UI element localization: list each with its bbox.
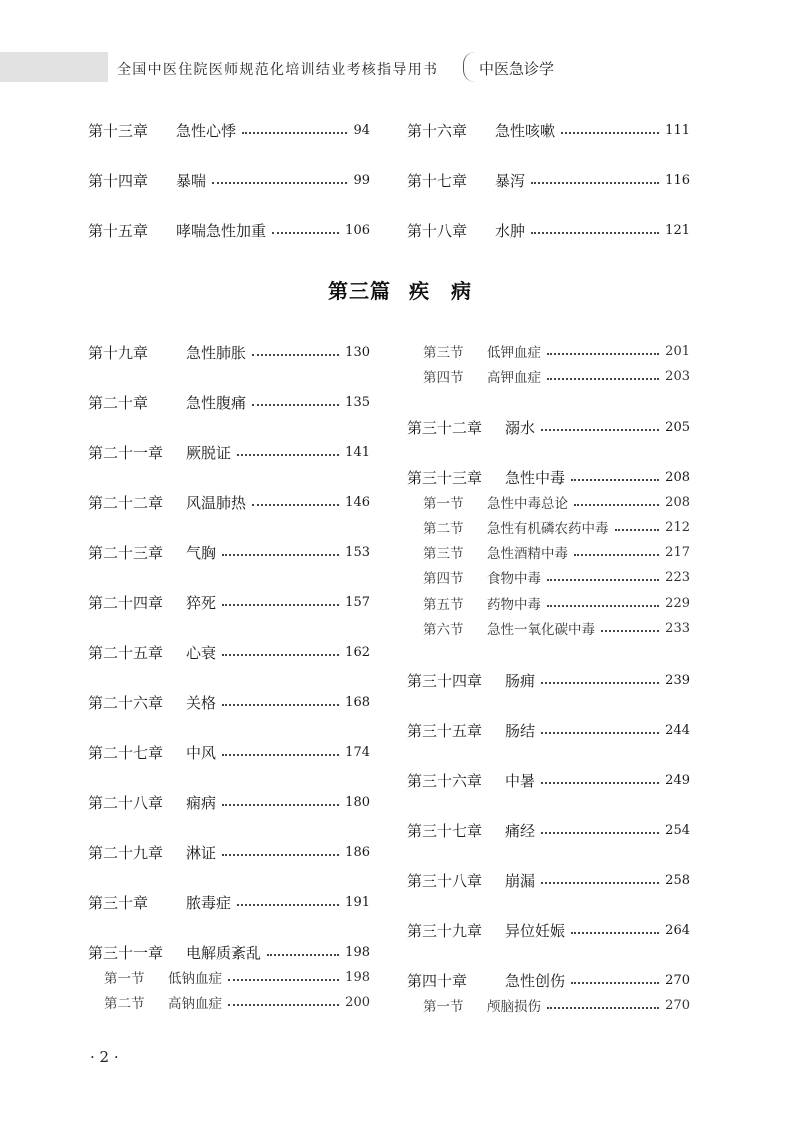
chapter-title: 风温肺热 [186, 493, 247, 512]
page-ref: 270 [665, 972, 690, 988]
dot-leader [547, 353, 659, 355]
dot-leader [228, 979, 339, 981]
page-ref: 135 [345, 394, 370, 410]
toc-entry[interactable] [88, 592, 370, 612]
section-name: 疾 病 [409, 279, 472, 303]
header-book-title: 全国中医住院医师规范化培训结业考核指导用书 [117, 62, 439, 78]
chapter-number: 第二十四章 [88, 593, 164, 612]
page-ref: 254 [665, 822, 690, 838]
toc-entry[interactable] [423, 618, 690, 638]
page-ref: 270 [665, 997, 690, 1013]
dot-leader [574, 554, 659, 556]
section-number: 第一节 [104, 971, 145, 987]
dot-leader [561, 132, 659, 134]
chapter-title: 心衰 [186, 643, 217, 662]
toc-entry[interactable] [423, 995, 690, 1015]
toc-entry[interactable] [104, 967, 370, 987]
toc-entry[interactable] [88, 342, 370, 362]
header-subject: 中医急诊学 [479, 60, 555, 78]
chapter-number: 第三十六章 [407, 771, 483, 790]
section-number: 第二节 [423, 521, 464, 537]
chapter-title: 急性咳嗽 [495, 121, 556, 140]
toc-entry[interactable] [407, 920, 690, 940]
section-title [0, 275, 800, 304]
page-ref: 264 [665, 922, 690, 938]
chapter-title: 淋证 [186, 843, 217, 862]
toc-entry[interactable] [88, 742, 370, 762]
chapter-number: 第二十六章 [88, 693, 164, 712]
dot-leader [541, 782, 659, 784]
dot-leader [237, 454, 339, 456]
page-ref: 205 [665, 419, 690, 435]
section-title: 食物中毒 [487, 571, 541, 587]
page-ref: 198 [345, 944, 370, 960]
dot-leader [222, 654, 339, 656]
toc-entry[interactable] [88, 642, 370, 662]
toc-entry[interactable] [407, 170, 690, 190]
page-ref: 229 [665, 595, 690, 611]
section-number: 第一节 [423, 999, 464, 1015]
chapter-number: 第二十八章 [88, 793, 164, 812]
dot-leader [531, 182, 659, 184]
chapter-number: 第三十二章 [407, 418, 483, 437]
dot-leader [242, 132, 347, 134]
toc-entry[interactable] [88, 542, 370, 562]
dot-leader [571, 982, 659, 984]
section-title: 药物中毒 [487, 597, 541, 613]
dot-leader [547, 605, 659, 607]
chapter-title: 溺水 [505, 418, 536, 437]
chapter-title: 急性创伤 [505, 971, 566, 990]
dot-leader [228, 1004, 339, 1006]
toc-entry[interactable] [407, 870, 690, 890]
chapter-title: 暴喘 [176, 171, 207, 190]
toc-entry[interactable] [88, 120, 370, 140]
page-ref: 168 [345, 694, 370, 710]
page-ref: 191 [345, 894, 370, 910]
page-ref: 258 [665, 872, 690, 888]
chapter-number: 第三十四章 [407, 671, 483, 690]
chapter-title: 痛经 [505, 821, 536, 840]
page-ref: 174 [345, 744, 370, 760]
dot-leader [237, 904, 339, 906]
section-number: 第五节 [423, 597, 464, 613]
section-title: 高钾血症 [487, 370, 541, 386]
toc-entry[interactable] [407, 670, 690, 690]
chapter-number: 第三十九章 [407, 921, 483, 940]
toc-entry[interactable] [88, 942, 370, 962]
toc-entry[interactable] [88, 392, 370, 412]
chapter-title: 猝死 [186, 593, 217, 612]
chapter-number: 第十六章 [407, 121, 468, 140]
dot-leader [212, 182, 347, 184]
page-ref: 249 [665, 772, 690, 788]
toc-entry[interactable] [407, 220, 690, 240]
section-title: 急性酒精中毒 [487, 546, 568, 562]
section-number: 第一节 [423, 496, 464, 512]
page-ref: 180 [345, 794, 370, 810]
section-part: 第三篇 [328, 279, 391, 303]
page-ref: 111 [665, 122, 690, 138]
dot-leader [541, 832, 659, 834]
header-divider [463, 52, 476, 82]
dot-leader [541, 732, 659, 734]
page-ref: 162 [345, 644, 370, 660]
toc-entry[interactable] [423, 366, 690, 386]
chapter-number: 第三十五章 [407, 721, 483, 740]
page-ref: 130 [345, 344, 370, 360]
toc-entry[interactable] [407, 467, 690, 487]
chapter-title: 急性肺胀 [186, 343, 247, 362]
dot-leader [252, 504, 339, 506]
section-number: 第四节 [423, 571, 464, 587]
dot-leader [547, 378, 659, 380]
toc-entry[interactable] [407, 120, 690, 140]
page-ref: 146 [345, 494, 370, 510]
page-ref: 217 [665, 544, 690, 560]
chapter-number: 第三十七章 [407, 821, 483, 840]
chapter-title: 暴泻 [495, 171, 526, 190]
chapter-number: 第十五章 [88, 221, 149, 240]
chapter-number: 第十三章 [88, 121, 149, 140]
toc-entry[interactable] [407, 820, 690, 840]
chapter-title: 痫病 [186, 793, 217, 812]
chapter-number: 第三十一章 [88, 943, 164, 962]
dot-leader [267, 954, 339, 956]
toc-entry[interactable] [104, 992, 370, 1012]
toc-entry[interactable] [423, 492, 690, 512]
page-ref: 116 [665, 172, 690, 188]
toc-entry[interactable] [88, 170, 370, 190]
page-ref: 186 [345, 844, 370, 860]
dot-leader [222, 754, 339, 756]
chapter-number: 第十八章 [407, 221, 468, 240]
toc-entry[interactable] [88, 792, 370, 812]
chapter-title: 异位妊娠 [505, 921, 566, 940]
dot-leader [574, 504, 659, 506]
toc-entry[interactable] [407, 970, 690, 990]
dot-leader [541, 682, 659, 684]
page-ref: 94 [353, 122, 370, 138]
chapter-number: 第十四章 [88, 171, 149, 190]
page-ref: 198 [345, 969, 370, 985]
toc-entry[interactable] [423, 517, 690, 537]
toc-entry[interactable] [407, 720, 690, 740]
page-ref: 201 [665, 343, 690, 359]
chapter-title: 崩漏 [505, 871, 536, 890]
chapter-title: 肠结 [505, 721, 536, 740]
chapter-number: 第二十九章 [88, 843, 164, 862]
section-title: 低钾血症 [487, 345, 541, 361]
page-ref: 223 [665, 569, 690, 585]
toc-entry[interactable] [88, 492, 370, 512]
dot-leader [222, 804, 339, 806]
toc-entry[interactable] [88, 842, 370, 862]
dot-leader [547, 579, 659, 581]
toc-entry[interactable] [407, 417, 690, 437]
section-number: 第六节 [423, 622, 464, 638]
chapter-number: 第二十七章 [88, 743, 164, 762]
page-ref: 212 [665, 519, 690, 535]
chapter-number: 第二十二章 [88, 493, 164, 512]
chapter-number: 第三十三章 [407, 468, 483, 487]
chapter-title: 电解质紊乱 [186, 943, 262, 962]
section-number: 第二节 [104, 996, 145, 1012]
chapter-title: 中暑 [505, 771, 536, 790]
chapter-number: 第二十章 [88, 393, 149, 412]
section-number: 第四节 [423, 370, 464, 386]
dot-leader [222, 704, 339, 706]
toc-entry[interactable] [88, 442, 370, 462]
dot-leader [252, 404, 339, 406]
toc-entry[interactable] [423, 593, 690, 613]
page-ref: 106 [345, 222, 370, 238]
dot-leader [571, 932, 659, 934]
chapter-title: 急性腹痛 [186, 393, 247, 412]
page-ref: 99 [353, 172, 370, 188]
toc-entry[interactable] [88, 220, 370, 240]
dot-leader [531, 232, 659, 234]
chapter-number: 第十九章 [88, 343, 149, 362]
page-ref: 244 [665, 722, 690, 738]
section-title: 急性中毒总论 [487, 496, 568, 512]
section-title: 急性有机磷农药中毒 [487, 521, 609, 537]
chapter-title: 关格 [186, 693, 217, 712]
toc-entry[interactable] [423, 341, 690, 361]
chapter-title: 急性中毒 [505, 468, 566, 487]
dot-leader [222, 604, 339, 606]
chapter-number: 第四十章 [407, 971, 468, 990]
page-ref: 157 [345, 594, 370, 610]
section-title: 高钠血症 [168, 996, 222, 1012]
dot-leader [222, 554, 339, 556]
toc-entry[interactable] [423, 567, 690, 587]
chapter-number: 第二十三章 [88, 543, 164, 562]
section-number: 第三节 [423, 345, 464, 361]
section-number: 第三节 [423, 546, 464, 562]
page-ref: 203 [665, 368, 690, 384]
toc-entry[interactable] [407, 770, 690, 790]
section-title: 颅脑损伤 [487, 999, 541, 1015]
page-ref: 208 [665, 494, 690, 510]
dot-leader [541, 429, 659, 431]
dot-leader [252, 354, 339, 356]
page-ref: 239 [665, 672, 690, 688]
dot-leader [547, 1007, 659, 1009]
chapter-title: 急性心悸 [176, 121, 237, 140]
chapter-title: 脓毒症 [186, 893, 232, 912]
page-ref: 233 [665, 620, 690, 636]
dot-leader [541, 882, 659, 884]
dot-leader [272, 232, 339, 234]
chapter-title: 厥脱证 [186, 443, 232, 462]
dot-leader [601, 630, 659, 632]
toc-entry[interactable] [88, 892, 370, 912]
page-ref: 208 [665, 469, 690, 485]
page-ref: 141 [345, 444, 370, 460]
page-ref: 153 [345, 544, 370, 560]
section-title: 低钠血症 [168, 971, 222, 987]
toc-entry[interactable] [423, 542, 690, 562]
dot-leader [571, 479, 659, 481]
chapter-title: 水肿 [495, 221, 526, 240]
chapter-title: 肠痈 [505, 671, 536, 690]
chapter-title: 中风 [186, 743, 217, 762]
page-number: · 2 · [90, 1048, 119, 1066]
toc-entry[interactable] [88, 692, 370, 712]
chapter-number: 第十七章 [407, 171, 468, 190]
page-ref: 200 [345, 994, 370, 1010]
chapter-number: 第二十五章 [88, 643, 164, 662]
chapter-title: 气胸 [186, 543, 217, 562]
chapter-number: 第三十章 [88, 893, 149, 912]
dot-leader [222, 854, 339, 856]
dot-leader [615, 529, 660, 531]
section-title: 急性一氧化碳中毒 [487, 622, 595, 638]
chapter-title: 哮喘急性加重 [176, 221, 267, 240]
page-ref: 121 [665, 222, 690, 238]
chapter-number: 第三十八章 [407, 871, 483, 890]
chapter-number: 第二十一章 [88, 443, 164, 462]
